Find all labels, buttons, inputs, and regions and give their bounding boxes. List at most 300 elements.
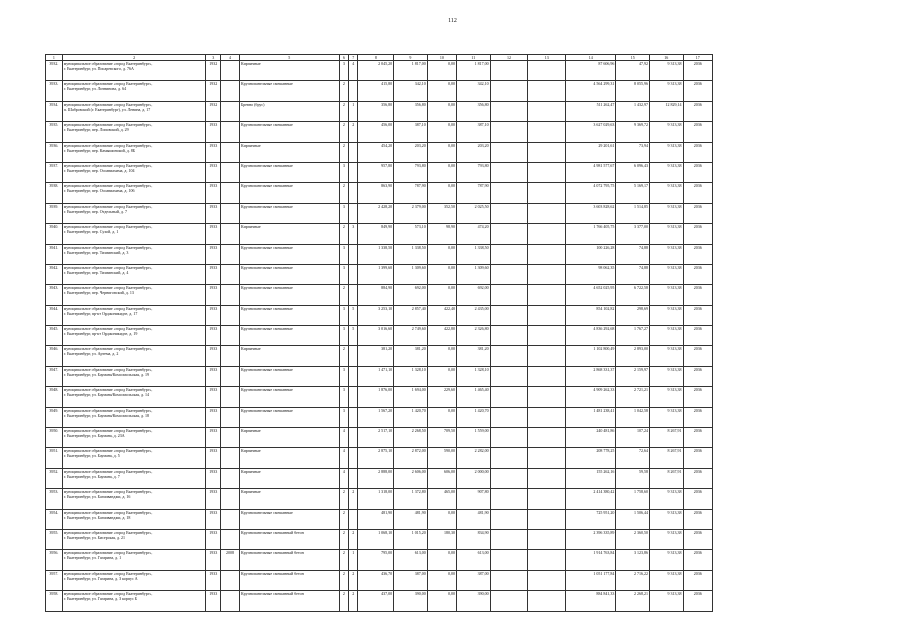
floors-count: 2: [339, 346, 348, 366]
address-line-2: г. Екатеринбург, пер. Отдельный, д. 7: [63, 208, 127, 214]
address-line-2: г. Екатеринбург, ул. Бахчиванджи, д. 18: [63, 514, 131, 520]
planned-year: 2036: [683, 591, 712, 611]
entrances-count: [349, 448, 358, 468]
row-id: 3952.: [46, 468, 63, 488]
entrances-count: 2: [349, 570, 358, 590]
premises-area: 573,10: [394, 224, 428, 244]
row-id: 3939.: [46, 203, 63, 223]
address-line-2: г. Екатеринбург, ул. Бисерская, д. 21: [63, 534, 125, 540]
address-line-1: муниципальное образование «город Екатеринбург»,: [63, 264, 153, 270]
planned-year: 2036: [683, 570, 712, 590]
premises-area: 387,00: [394, 570, 428, 590]
renovation-year: [221, 366, 240, 386]
renovation-year: [221, 448, 240, 468]
column-number-4: 4: [221, 55, 240, 61]
cost-limit: 9 313,38: [649, 366, 683, 386]
table-row: [46, 183, 713, 203]
residential-area: 2 435,00: [457, 305, 491, 325]
floors-count: 2: [339, 122, 348, 142]
address-line-2: г. Екатеринбург, ул. Баумана/Комсомольская, д. 14: [63, 392, 150, 398]
address-line-1: муниципальное образование «город Екатеринбург»,: [63, 101, 153, 107]
column-number-7: 7: [349, 55, 358, 61]
cost-limit: 9 313,38: [649, 509, 683, 529]
cost-per-sqm: 1 514,85: [616, 203, 650, 223]
column-13: [528, 448, 566, 468]
address-line-2: г. Екатеринбург, пер. Сухой, д. 1: [63, 229, 119, 235]
wall-material: Крупнопанельные смешанные: [239, 285, 339, 305]
cost-limit: 9 313,38: [649, 529, 683, 549]
wall-material: Крупнопанельные смешанные: [239, 407, 339, 427]
entrances-count: 2: [349, 489, 358, 509]
planned-year: 2036: [683, 346, 712, 366]
renovation-year: [221, 591, 240, 611]
table-row: [46, 346, 713, 366]
nonresidential-area: 0,00: [427, 509, 456, 529]
column-number-8: 8: [358, 55, 394, 61]
wall-material: Кирпичные: [239, 448, 339, 468]
address-line-2: г. Екатеринбург, пер. Тихвинский, д. 4: [63, 269, 129, 275]
repair-cost: 4 836 292,68: [566, 326, 616, 346]
floors-count: 2: [339, 183, 348, 203]
cost-per-sqm: 3 123,86: [616, 550, 650, 570]
commissioning-year: 1933: [206, 244, 221, 264]
cost-per-sqm: 1 042,58: [616, 407, 650, 427]
address-line-1: муниципальное образование «город Екатеринбург»,: [63, 122, 153, 128]
renovation-year: [221, 529, 240, 549]
address-line-1: муниципальное образование «город Екатеринбург»,: [63, 203, 153, 209]
residential-area: 1 817,00: [457, 61, 491, 81]
repair-cost: 1 914 763,84: [566, 550, 616, 570]
renovation-year: [221, 224, 240, 244]
address-cell: [62, 509, 206, 529]
wall-material: Кирпичные: [239, 61, 339, 81]
address-line-1: муниципальное образование «город Екатеринбург»,: [63, 326, 153, 332]
renovation-year: [221, 570, 240, 590]
nonresidential-area: 0,00: [427, 122, 456, 142]
repair-cost: 1 766 405,75: [566, 224, 616, 244]
row-id: 3941.: [46, 244, 63, 264]
nonresidential-area: 0,00: [427, 162, 456, 182]
row-id: 3957.: [46, 570, 63, 590]
table-row: [46, 407, 713, 427]
floors-count: 2: [339, 101, 348, 121]
planned-year: 2036: [683, 203, 712, 223]
repair-cost: 2 414 380,42: [566, 489, 616, 509]
entrances-count: 2: [349, 591, 358, 611]
renovation-year: [221, 244, 240, 264]
renovation-year: [221, 489, 240, 509]
row-id: 3953.: [46, 489, 63, 509]
wall-material: Крупнопанельные смешанный бетон: [239, 550, 339, 570]
row-id: 3944.: [46, 305, 63, 325]
nonresidential-area: 0,00: [427, 142, 456, 162]
nonresidential-area: 229,60: [427, 387, 456, 407]
row-id: 3934.: [46, 101, 63, 121]
residential-area: 474,20: [457, 224, 491, 244]
column-number-12: 12: [490, 55, 528, 61]
table-row: [46, 264, 713, 284]
entrances-count: [349, 264, 358, 284]
premises-area: 613,00: [394, 550, 428, 570]
premises-area: 356,80: [394, 101, 428, 121]
nonresidential-area: 465,00: [427, 489, 456, 509]
planned-year: 2036: [683, 489, 712, 509]
renovation-year: [221, 264, 240, 284]
nonresidential-area: 0,00: [427, 407, 456, 427]
premises-area: 1 338,50: [394, 244, 428, 264]
premises-area: 1 309,60: [394, 264, 428, 284]
column-13: [528, 407, 566, 427]
cost-per-sqm: 1 506,44: [616, 509, 650, 529]
column-13: [528, 326, 566, 346]
entrances-count: [349, 244, 358, 264]
total-area: 436,70: [358, 570, 394, 590]
table-row: [46, 101, 713, 121]
nonresidential-area: 590,00: [427, 448, 456, 468]
column-13: [528, 428, 566, 448]
wall-material: Крупнопанельные смешанный бетон: [239, 591, 339, 611]
column-number-15: 15: [616, 55, 650, 61]
total-area: 795,00: [358, 550, 394, 570]
entrances-count: [349, 162, 358, 182]
repair-cost: 98 062,35: [566, 264, 616, 284]
row-id: 3935.: [46, 122, 63, 142]
renovation-year: [221, 346, 240, 366]
renovation-year: [221, 509, 240, 529]
table-body: [46, 55, 713, 612]
address-line-2: г. Екатеринбург, пер. Камышинский, д. 8Б: [63, 147, 136, 153]
total-area: 1 399,60: [358, 264, 394, 284]
premises-area: 2 749,60: [394, 326, 428, 346]
premises-area: 390,00: [394, 591, 428, 611]
residential-area: 793,80: [457, 162, 491, 182]
repair-cost: 29 201,61: [566, 142, 616, 162]
commissioning-year: 1933: [206, 366, 221, 386]
floors-count: 2: [339, 550, 348, 570]
column-13: [528, 529, 566, 549]
column-12: [490, 468, 528, 488]
residential-area: 390,00: [457, 591, 491, 611]
entrances-count: [349, 509, 358, 529]
commissioning-year: 1933: [206, 305, 221, 325]
address-cell: [62, 366, 206, 386]
address-line-1: муниципальное образование «город Екатеринбург»,: [63, 142, 153, 148]
commissioning-year: 1933: [206, 550, 221, 570]
entrances-count: [349, 81, 358, 101]
address-line-2: г. Екатеринбург, ул. Гагарина, д. 3 корпус Б: [63, 596, 138, 602]
wall-material: Кирпичные: [239, 224, 339, 244]
residential-area: 387,10: [457, 122, 491, 142]
planned-year: 2036: [683, 407, 712, 427]
address-cell: [62, 326, 206, 346]
cost-per-sqm: 72,64: [616, 448, 650, 468]
renovation-year: [221, 468, 240, 488]
premises-area: 1 372,80: [394, 489, 428, 509]
commissioning-year: 1933: [206, 387, 221, 407]
table-row: [46, 142, 713, 162]
repair-cost: 2 396 335,89: [566, 529, 616, 549]
entrances-count: [349, 366, 358, 386]
column-13: [528, 366, 566, 386]
total-area: 3 253,10: [358, 305, 394, 325]
row-id: 3937.: [46, 162, 63, 182]
renovation-year: [221, 142, 240, 162]
table-row: [46, 550, 713, 570]
residential-area: 1 338,50: [457, 244, 491, 264]
planned-year: 2036: [683, 264, 712, 284]
column-13: [528, 305, 566, 325]
address-cell: [62, 407, 206, 427]
planned-year: 2036: [683, 468, 712, 488]
cost-per-sqm: 1 432,97: [616, 101, 650, 121]
entrances-count: [349, 468, 358, 488]
total-area: 1 338,50: [358, 244, 394, 264]
address-line-1: муниципальное образование «город Екатеринбург»,: [63, 387, 153, 393]
commissioning-year: 1933: [206, 326, 221, 346]
premises-area: 2 268,50: [394, 428, 428, 448]
address-cell: [62, 550, 206, 570]
cost-per-sqm: 47,92: [616, 61, 650, 81]
column-number-1: 1: [46, 55, 63, 61]
commissioning-year: 1933: [206, 570, 221, 590]
commissioning-year: 1933: [206, 224, 221, 244]
planned-year: 2036: [683, 224, 712, 244]
residential-area: 342,10: [457, 81, 491, 101]
cost-limit: 9 313,38: [649, 203, 683, 223]
premises-area: 2 379,00: [394, 203, 428, 223]
renovation-year: [221, 203, 240, 223]
repair-cost: 240 481,86: [566, 428, 616, 448]
address-cell: [62, 61, 206, 81]
address-line-2: г. Екатеринбург, ул. Гагарина, д. 3 корпус А: [63, 575, 138, 581]
premises-area: 1 817,00: [394, 61, 428, 81]
floors-count: 2: [339, 489, 348, 509]
floors-count: 3: [339, 244, 348, 264]
nonresidential-area: 0,00: [427, 346, 456, 366]
repair-cost: 1 481 238,41: [566, 407, 616, 427]
residential-area: 2 025,50: [457, 203, 491, 223]
address-cell: [62, 428, 206, 448]
cost-per-sqm: 74,88: [616, 244, 650, 264]
row-id: 3936.: [46, 142, 63, 162]
repair-cost: 3 627 029,63: [566, 122, 616, 142]
column-number-2: 2: [62, 55, 206, 61]
commissioning-year: 1933: [206, 509, 221, 529]
renovation-year: [221, 305, 240, 325]
address-line-1: муниципальное образование «город Екатеринбург»,: [63, 244, 153, 250]
address-line-1: муниципальное образование «город Екатеринбург»,: [63, 489, 153, 495]
cost-limit: 9 313,38: [649, 407, 683, 427]
premises-area: 2 857,40: [394, 305, 428, 325]
cost-per-sqm: 6 096,43: [616, 162, 650, 182]
column-12: [490, 407, 528, 427]
renovation-year: [221, 407, 240, 427]
renovation-year: [221, 81, 240, 101]
commissioning-year: 1933: [206, 203, 221, 223]
address-line-2: г. Екатеринбург, ул. Писаревского, д. 76А: [63, 66, 134, 71]
column-12: [490, 224, 528, 244]
cost-per-sqm: 2 893,00: [616, 346, 650, 366]
column-13: [528, 285, 566, 305]
address-cell: [62, 285, 206, 305]
planned-year: 2036: [683, 122, 712, 142]
planned-year: 2036: [683, 529, 712, 549]
column-13: [528, 224, 566, 244]
total-area: 2 888,00: [358, 468, 394, 488]
cost-limit: 9 313,38: [649, 285, 683, 305]
address-line-2: г. Екатеринбург, пер. Осоавиахима, д. 104: [63, 167, 135, 173]
floors-count: 2: [339, 285, 348, 305]
cost-per-sqm: 59,58: [616, 468, 650, 488]
cost-limit: 9 313,38: [649, 570, 683, 590]
renovation-year: [221, 101, 240, 121]
column-13: [528, 509, 566, 529]
premises-area: 387,10: [394, 122, 428, 142]
cost-per-sqm: 5 169,17: [616, 183, 650, 203]
total-area: 381,20: [358, 346, 394, 366]
address-cell: [62, 448, 206, 468]
column-13: [528, 162, 566, 182]
cost-per-sqm: 6 722,58: [616, 285, 650, 305]
cost-limit: 9 313,38: [649, 550, 683, 570]
wall-material: Крупнопанельные смешанные: [239, 509, 339, 529]
cost-limit: 12 829,14: [649, 101, 683, 121]
planned-year: 2036: [683, 509, 712, 529]
table-row: [46, 326, 713, 346]
table-row: [46, 529, 713, 549]
table-row: [46, 285, 713, 305]
cost-limit: 9 313,38: [649, 387, 683, 407]
nonresidential-area: 0,00: [427, 101, 456, 121]
floors-count: 3: [339, 305, 348, 325]
cost-limit: 9 313,38: [649, 122, 683, 142]
address-line-2: г. Екатеринбург, ул. Баумана/Комсомольская, д. 18: [63, 412, 150, 418]
renovation-year: [221, 326, 240, 346]
wall-material: Крупнопанельные смешанные: [239, 264, 339, 284]
table-row: [46, 224, 713, 244]
wall-material: Крупнопанельные смешанный бетон: [239, 529, 339, 549]
column-13: [528, 550, 566, 570]
nonresidential-area: 422,40: [427, 305, 456, 325]
nonresidential-area: 0,00: [427, 591, 456, 611]
entrances-count: [349, 142, 358, 162]
floors-count: 2: [339, 570, 348, 590]
cost-limit: 9 313,38: [649, 183, 683, 203]
planned-year: 2036: [683, 305, 712, 325]
residential-area: 1 309,60: [457, 264, 491, 284]
repair-cost: 155 262,16: [566, 468, 616, 488]
cost-per-sqm: 3 377,00: [616, 224, 650, 244]
address-cell: [62, 468, 206, 488]
address-line-1: муниципальное образование «город Екатеринбург»,: [63, 285, 153, 291]
planned-year: 2036: [683, 428, 712, 448]
row-id: 3951.: [46, 448, 63, 468]
commissioning-year: 1933: [206, 183, 221, 203]
address-line-2: г. Екатеринбург, ул. Гагарина, д. 1: [63, 555, 122, 561]
premises-area: 1 328,10: [394, 366, 428, 386]
address-line-1: муниципальное образование «город Екатеринбург»,: [63, 81, 153, 87]
address-cell: [62, 305, 206, 325]
residential-area: 834,90: [457, 529, 491, 549]
address-line-2: г. Екатеринбург, пер. Черниговский, д. 13: [63, 290, 134, 296]
table-row: [46, 428, 713, 448]
residential-area: 2 326,80: [457, 326, 491, 346]
total-area: 863,90: [358, 183, 394, 203]
column-12: [490, 101, 528, 121]
residential-area: 356,80: [457, 101, 491, 121]
cost-per-sqm: 107,24: [616, 428, 650, 448]
column-12: [490, 162, 528, 182]
residential-area: 1 559,00: [457, 428, 491, 448]
planned-year: 2036: [683, 61, 712, 81]
column-13: [528, 203, 566, 223]
cost-limit: 9 313,38: [649, 142, 683, 162]
row-id: 3946.: [46, 346, 63, 366]
residential-area: 1 420,70: [457, 407, 491, 427]
planned-year: 2036: [683, 326, 712, 346]
repair-cost: 4 652 025,95: [566, 285, 616, 305]
premises-area: 481,90: [394, 509, 428, 529]
total-area: 437,00: [358, 591, 394, 611]
address-line-2: г. Екатеринбург, ул. Баумана, д. 5: [63, 453, 120, 459]
planned-year: 2036: [683, 285, 712, 305]
total-area: 1 318,00: [358, 489, 394, 509]
residential-area: 1 328,10: [457, 366, 491, 386]
nonresidential-area: 606,00: [427, 468, 456, 488]
row-id: 3945.: [46, 326, 63, 346]
floors-count: 2: [339, 591, 348, 611]
cost-limit: 9 313,38: [649, 346, 683, 366]
floors-count: 3: [339, 366, 348, 386]
residential-area: 481,90: [457, 509, 491, 529]
wall-material: Кирпичные: [239, 468, 339, 488]
cost-per-sqm: 74,88: [616, 264, 650, 284]
wall-material: Крупнопанельные смешанные: [239, 183, 339, 203]
premises-area: 793,80: [394, 162, 428, 182]
address-cell: [62, 387, 206, 407]
address-cell: [62, 122, 206, 142]
row-id: 3938.: [46, 183, 63, 203]
column-12: [490, 326, 528, 346]
floors-count: 3: [339, 61, 348, 81]
address-cell: [62, 489, 206, 509]
table-row: [46, 489, 713, 509]
premises-area: 1 015,20: [394, 529, 428, 549]
residential-area: 613,00: [457, 550, 491, 570]
cost-limit: 9 313,38: [649, 81, 683, 101]
repair-cost: 3 603 828,62: [566, 203, 616, 223]
renovation-year: 2008: [221, 550, 240, 570]
residential-area: 692,00: [457, 285, 491, 305]
commissioning-year: 1933: [206, 489, 221, 509]
cost-limit: 9 313,38: [649, 489, 683, 509]
cost-limit: 9 313,38: [649, 591, 683, 611]
entrances-count: 5: [349, 305, 358, 325]
cost-per-sqm: 2 159,97: [616, 366, 650, 386]
column-13: [528, 101, 566, 121]
row-id: 3948.: [46, 387, 63, 407]
row-id: 3958.: [46, 591, 63, 611]
repair-cost: 2 868 331,37: [566, 366, 616, 386]
nonresidential-area: 0,00: [427, 366, 456, 386]
column-number-11: 11: [457, 55, 491, 61]
row-id: 3942.: [46, 264, 63, 284]
repair-cost: 1 051 177,84: [566, 570, 616, 590]
planned-year: 2036: [683, 448, 712, 468]
address-line-1: муниципальное образование «город Екатеринбург»,: [63, 346, 153, 352]
premises-area: 1 420,70: [394, 407, 428, 427]
repair-cost: 4 564 299,31: [566, 81, 616, 101]
